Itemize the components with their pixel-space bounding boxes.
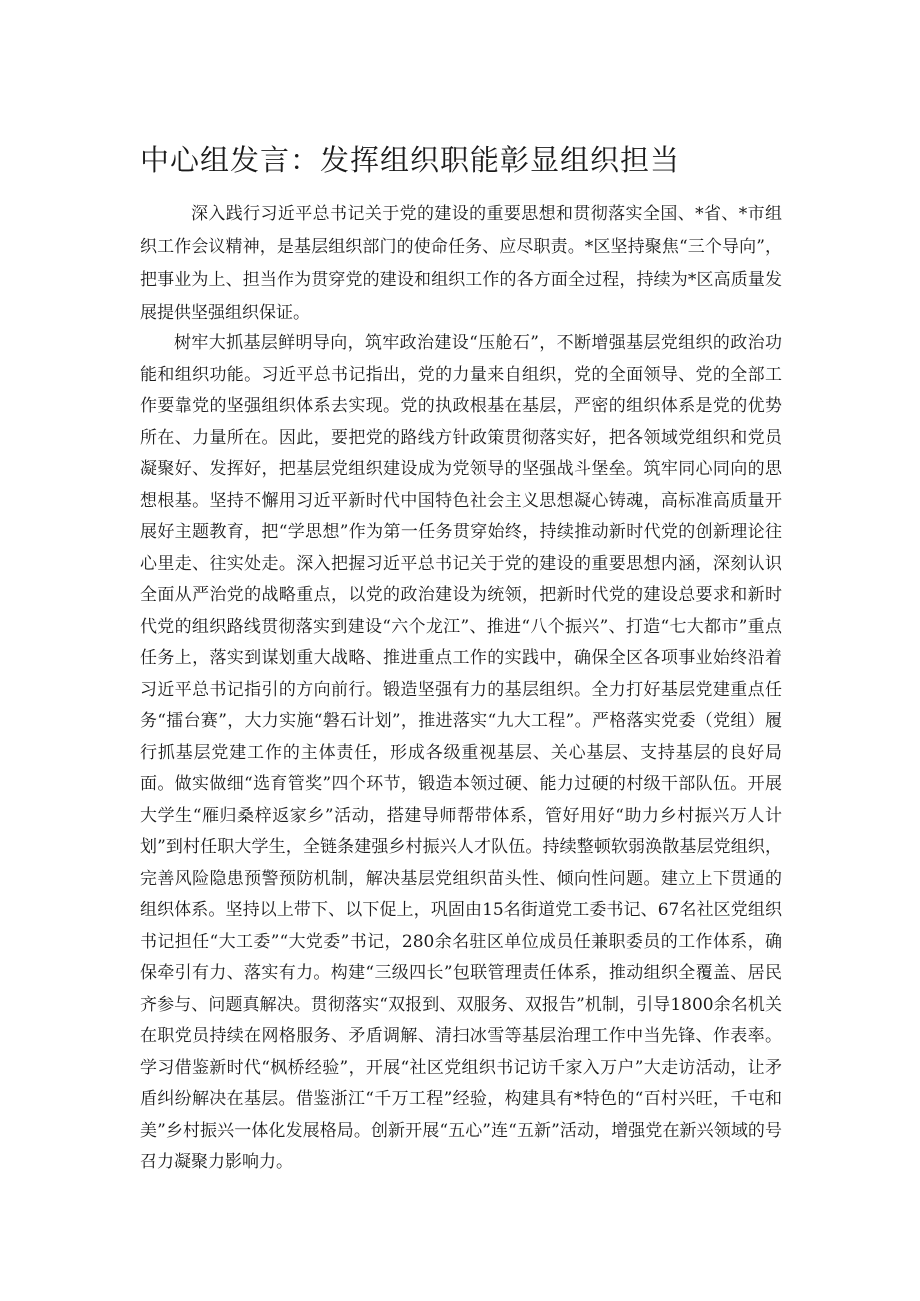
paragraph-body: 树牢大抓基层鲜明导向，筑牢政治建设“压舱石”，不断增强基层党组织的政治功能和组织功能。习近平总书记指出，党的力量来自组织，党的全面领导、党的全部工作要靠党的坚强组织体系去实现。党的执政根基在基层，严密的组织体系是党的优势所在、力量所在。因此，要把党的路线方针政策贯彻落实好，把各领域党组织和党员凝聚好、发挥好，把基层党组织建设成为党领导的坚强战斗堡垒。筑牢同心同向的思想根基。坚持不懈用习近平新时代中国特色社会主义思想凝心铸魂，高标准高质量开展好主题教育，把“学思想”作为第一任务贯穿始终，持续推动新时代党的创新理论往心里走、往实处走。深入把握习近平总书记关于党的建设的重要思想内涵，深刻认识全面从严治党的战略重点，以党的政治建设为统领，把新时代党的建设总要求和新时代党的组织路线贯彻落实到建设“六个龙江”、推进“八个振兴”、打造“七大都市”重点任务上，落实到谋划重大战略、推进重点工作的实践中，确保全区各项事业始终沿着习近平总书记指引的方向前行。锻造坚强有力的基层组织。全力打好基层党建重点任务“擂台赛”，大力实施“磐石计划”，推进落实“九大工程”。严格落实党委（党组）履行抓基层党建工作的主体责任，形成各级重视基层、关心基层、支持基层的良好局面。做实做细“选育管奖”四个环节，锻造本领过硬、能力过硬的村级干部队伍。开展大学生“雁归桑梓返家乡”活动，搭建导师帮带体系，管好用好“助力乡村振兴万人计划”到村任职大学生，全链条建强乡村振兴人才队伍。持续整顿软弱涣散基层党组织，完善风险隐患预警预防机制，解决基层党组织苗头性、倾向性问题。建立上下贯通的组织体系。坚持以上带下、以下促上，巩固由15名街道党工委书记、67名社区党组织书记担任“大工委”“大党委”书记，280余名驻区单位成员任兼职委员的工作体系，确保牵引有力、落实有力。构建“三级四长”包联管理责任体系，推动组织全覆盖、居民齐参与、问题真解决。贯彻落实“双报到、双服务、双报告”机制，引导1800余名机关在职党员持续在网格服务、矛盾调解、清扫冰雪等基层治理工作中当先锋、作表率。学习借鉴新时代“枫桥经验”，开展“社区党组织书记访千家入万户”大走访活动，让矛盾纠纷解决在基层。借鉴浙江“千万工程”经验，构建具有*特色的“百村兴旺，千屯和美”乡村振兴一体化发展格局。创新开展“五心”连“五新”活动，增强党在新兴领域的号召力凝聚力影响力。 bbox=[140, 333, 782, 1172]
paragraph-intro: 深入践行习近平总书记关于党的建设的重要思想和贯彻落实全国、*省、*市组织工作会议精神，是基层组织部门的使命任务、应尽职责。*区坚持聚焦“三个导向”，把事业为上、担当作为贯穿党的建设和组织工作的各方面全过程，持续为*区高质量发展提供坚强组织保证。 bbox=[140, 204, 782, 323]
document-title: 中心组发言：发挥组织职能彰显组织担当 bbox=[140, 143, 681, 177]
